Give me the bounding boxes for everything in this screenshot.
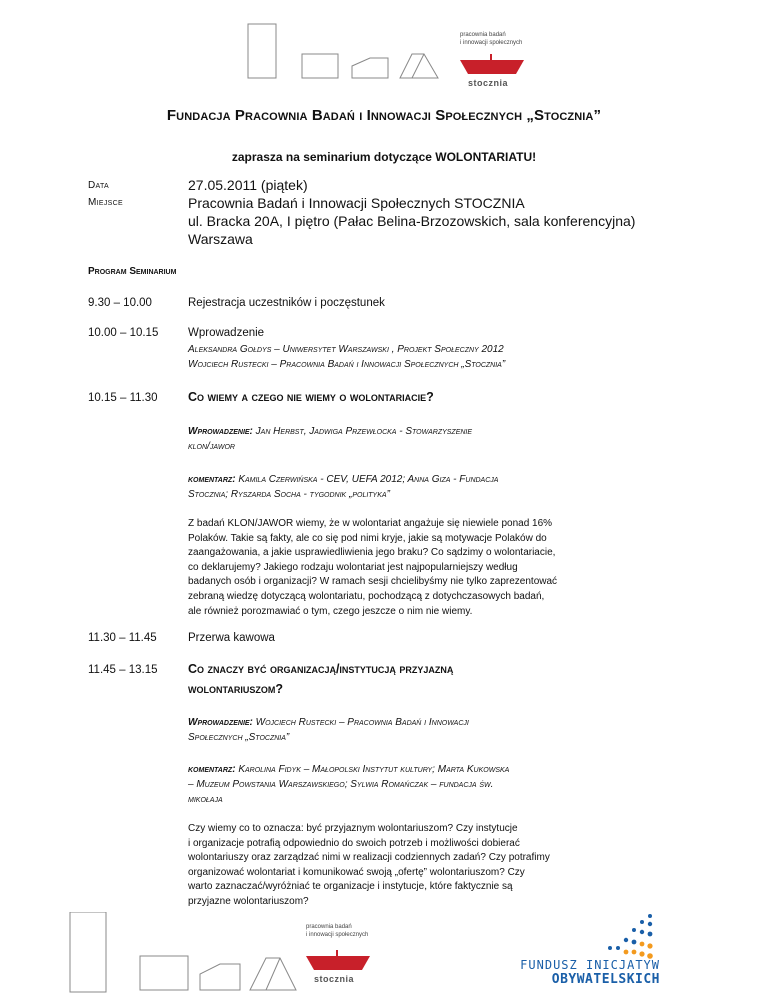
- para-line: badanych osób i organizacji? W ramach sesji chcielibyśmy nie tylko zaprezentować: [188, 576, 558, 588]
- place-line-2: ul. Bracka 20A, I piętro (Pałac Belina-Brzozowskich, sala konferencyjna): [188, 213, 636, 229]
- place-line-3: Warszawa: [188, 231, 253, 247]
- time-5: 11.45 – 13.15: [88, 664, 158, 676]
- header-logo: [240, 22, 550, 94]
- logo-brand: stocznia: [468, 78, 509, 88]
- item-2-speaker-1: Aleksandra Gołdys – Uniwersytet Warszawski , Projekt Społeczny 2012: [188, 344, 504, 355]
- program-heading: Program Seminarium: [88, 266, 177, 277]
- session-1-title: Co wiemy a czego nie wiemy o wolontariacie?: [188, 390, 434, 404]
- para-line: Czy wiemy co to oznacza: być przyjaznym wolontariuszom? Czy instytucje: [188, 823, 518, 834]
- dots-icon: [570, 912, 660, 962]
- paper-folding-icon: [240, 22, 450, 82]
- page-title: Fundacja Pracownia Badań i Innowacji Społecznych „Stocznia”: [166, 107, 602, 124]
- intro-label: Wprowadzenie:: [188, 426, 253, 437]
- session-1-intro-line-2: klon/jawor: [188, 441, 235, 452]
- logo-line-1: pracownia badań: [460, 32, 506, 38]
- invitation-text: zaprasza na seminarium dotyczące WOLONTARIATU!: [231, 150, 537, 164]
- session-1-intro: [188, 424, 472, 439]
- para-line: Polaków. Takie są fakty, ale co się pod nimi kryje, jakie są motywacje Polaków do: [188, 532, 547, 544]
- date-label: Data: [88, 180, 109, 191]
- para-line: ale również porozmawiać o tym, czego jeszcze o nim nie wiemy.: [188, 605, 473, 617]
- para-line: co deklarujemy? Jakiego rodzaju wolontariat jest najpopularniejszy według: [188, 561, 518, 573]
- footer-logo-line-2: i innowacji społecznych: [306, 932, 369, 938]
- comment-label: komentarz:: [188, 764, 236, 775]
- comment-line-1: Karolina Fidyk – Małopolski Instytut kultury; Marta Kukowska: [238, 764, 510, 775]
- session-2-intro: [188, 715, 469, 730]
- place-label: Miejsce: [88, 197, 123, 208]
- logo-line-2: i innowacji społecznych: [460, 40, 523, 46]
- para-line: warto zaznaczać/wyróżniać te organizacje i instytucje, które faktycznie są: [188, 881, 513, 893]
- para-line: i organizacje potrafią odpowiednio do swoich potrzeb i możliwości dobierać: [188, 837, 520, 849]
- intro-line-1: Jan Herbst, Jadwiga Przewłocka - Stowarzyszenie: [255, 426, 473, 437]
- session-2-comment: [188, 762, 509, 777]
- boat-icon: [306, 950, 370, 972]
- para-line: organizować wolontariat i komunikować swoją „ofertę” wolontariuszom? Czy: [188, 866, 525, 878]
- comment-line-1: Kamila Czerwińska - CEV, UEFA 2012; Anna Giza - Fundacja: [238, 474, 499, 485]
- time-4: 11.30 – 11.45: [88, 632, 157, 644]
- time-3: 10.15 – 11.30: [88, 392, 158, 404]
- para-line: wolontariuszy oraz zarządzać nimi w realizacji codziennych zadań? Czy potrafimy: [188, 852, 550, 864]
- paper-folding-icon: [60, 912, 300, 994]
- item-1-text: Rejestracja uczestników i poczęstunek: [188, 297, 385, 309]
- item-2-speaker-2: Wojciech Rustecki – Pracownia Badań i Innowacji Społecznych „Stocznia”: [188, 359, 506, 370]
- para-line: Z badań KLON/JAWOR wiemy, że w wolontariat angażuje się niewiele ponad 16%: [188, 518, 553, 529]
- time-1: 9.30 – 10.00: [88, 297, 152, 309]
- fio-line-1: FUNDUSZ INICJATYW: [520, 958, 660, 972]
- para-line: zebraną wiedzę dotyczącą wolontariatu, pochodzącą z dotychczasowych badań,: [188, 590, 545, 602]
- item-4-text: Przerwa kawowa: [188, 632, 275, 644]
- para-line: przyjazne wolontariuszom?: [188, 895, 309, 907]
- session-2-title-2: wolontariuszom?: [188, 682, 283, 696]
- boat-icon: [460, 54, 524, 76]
- session-1-comment-line-2: Stocznia; Ryszarda Socha - tygodnik „polityka”: [188, 489, 390, 500]
- date-value: 27.05.2011 (piątek): [188, 177, 308, 193]
- intro-line-1: Wojciech Rustecki – Pracownia Badań i Innowacji: [255, 717, 469, 728]
- footer-logo: [60, 912, 390, 992]
- item-2-text: Wprowadzenie: [188, 327, 265, 339]
- session-1-comment: [188, 472, 498, 487]
- session-2-comment-line-2: – Muzeum Powstania Warszawskiego; Sylwia Romańczak – fundacja św.: [188, 779, 494, 790]
- session-2-comment-line-3: mikołaja: [188, 794, 223, 805]
- session-2-title-1: Co znaczy być organizacją/instytucją przyjazną: [188, 662, 454, 676]
- footer-logo-line-1: pracownia badań: [306, 924, 352, 930]
- fio-logo: [510, 912, 660, 992]
- session-1-description: [188, 517, 628, 619]
- place-line-1: Pracownia Badań i Innowacji Społecznych STOCZNIA: [188, 195, 525, 211]
- comment-label: komentarz:: [188, 474, 236, 485]
- intro-label: Wprowadzenie:: [188, 717, 253, 728]
- session-2-description: [188, 822, 628, 910]
- session-2-intro-line-2: Społecznych „Stocznia”: [188, 732, 290, 743]
- footer-logo-brand: stocznia: [314, 974, 355, 984]
- fio-line-2: OBYWATELSKICH: [551, 972, 660, 987]
- time-2: 10.00 – 10.15: [88, 327, 159, 339]
- para-line: zaangażowania, a jakie usprawiedliwienia jego braku? Co sądzimy o wolontariacie,: [188, 547, 556, 559]
